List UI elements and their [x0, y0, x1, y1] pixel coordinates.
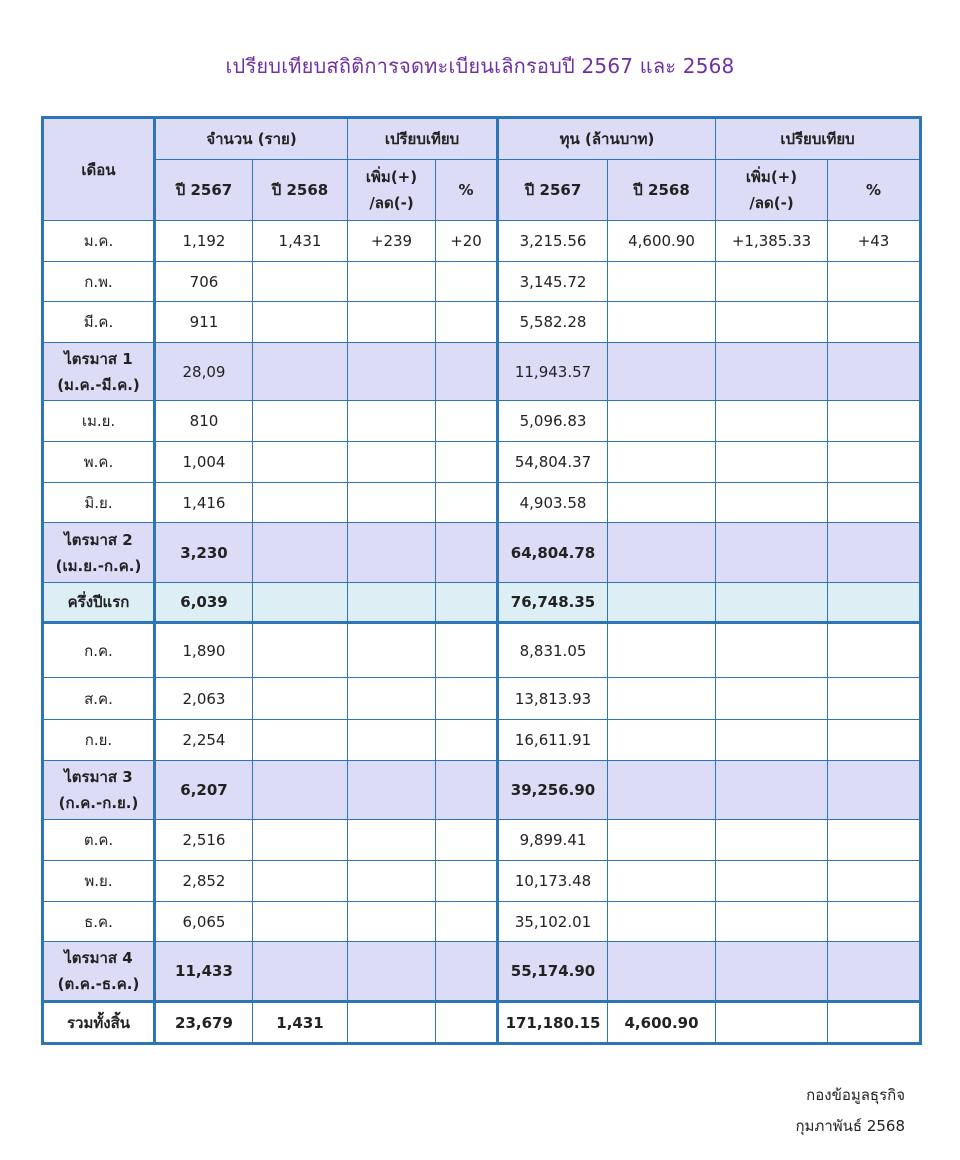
table-row	[43, 483, 921, 523]
header-capital: ทุน (ล้านบาท)	[498, 118, 716, 160]
cell: 1,431	[253, 221, 348, 262]
header-capital-2568: ปี 2568	[608, 160, 716, 221]
table-row	[43, 442, 921, 483]
cell: 6,065	[155, 902, 253, 942]
cell: 1,192	[155, 221, 253, 262]
table-row	[43, 720, 921, 761]
table-row	[43, 902, 921, 942]
table-row	[43, 221, 921, 262]
cell: 54,804.37	[498, 442, 608, 483]
page-title: เปรียบเทียบสถิติการจดทะเบียนเลิกรอบปี 2567 และ 2568	[225, 54, 735, 78]
header-count-incdec	[348, 160, 436, 221]
table-row	[43, 861, 921, 902]
cell: 1,890	[155, 623, 253, 678]
row-label-l1: ไตรมาส 3	[64, 768, 133, 786]
header-count: จำนวน (ราย)	[155, 118, 348, 160]
row-label: ธ.ค.	[43, 902, 155, 942]
cell: 11,433	[155, 942, 253, 1002]
table-row	[43, 1002, 921, 1044]
row-label: ก.ย.	[43, 720, 155, 761]
cell: 1,004	[155, 442, 253, 483]
header-capital-incdec-l1: เพิ่ม(+)	[745, 168, 798, 186]
cell: 706	[155, 262, 253, 302]
cell: 810	[155, 401, 253, 442]
row-label: พ.ย.	[43, 861, 155, 902]
cell: 3,230	[155, 523, 253, 583]
row-label: ก.พ.	[43, 262, 155, 302]
row-label-l1: ไตรมาส 1	[64, 349, 133, 368]
cell: 13,813.93	[498, 678, 608, 720]
table-row	[43, 302, 921, 343]
cell: 3,215.56	[498, 221, 608, 262]
cell: 4,600.90	[608, 221, 716, 262]
cell: 1,431	[253, 1002, 348, 1044]
header-capital-incdec	[716, 160, 828, 221]
cell: 6,207	[155, 761, 253, 820]
header-count-incdec-l1: เพิ่ม(+)	[365, 168, 418, 186]
cell: 23,679	[155, 1002, 253, 1044]
row-label: ต.ค.	[43, 820, 155, 861]
table-row	[43, 262, 921, 302]
header-capital-pct: %	[828, 160, 921, 221]
row-label-l2: (เม.ย.-ก.ค.)	[55, 556, 142, 575]
row-label: รวมทั้งสิ้น	[43, 1002, 155, 1044]
cell: 2,254	[155, 720, 253, 761]
row-label-l1: ไตรมาส 2	[64, 530, 133, 549]
row-label	[43, 523, 155, 583]
cell: 2,852	[155, 861, 253, 902]
cell: +43	[828, 221, 921, 262]
cell: 6,039	[155, 583, 253, 623]
table-row	[43, 583, 921, 623]
table-row	[43, 623, 921, 678]
cell: +239	[348, 221, 436, 262]
header-count-2568: ปี 2568	[253, 160, 348, 221]
table-row	[43, 343, 921, 401]
cell: +1,385.33	[716, 221, 828, 262]
table-row	[43, 820, 921, 861]
row-label: ม.ค.	[43, 221, 155, 262]
row-label: มิ.ย.	[43, 483, 155, 523]
header-count-pct: %	[436, 160, 498, 221]
cell: 171,180.15	[498, 1002, 608, 1044]
footer-department: กองข้อมูลธุรกิจ	[806, 1086, 905, 1104]
cell: 4,600.90	[608, 1002, 716, 1044]
row-label: มี.ค.	[43, 302, 155, 343]
statistics-table	[41, 116, 922, 1045]
footer-date: กุมภาพันธ์ 2568	[795, 1117, 905, 1135]
header-month: เดือน	[43, 118, 155, 221]
cell: 28,09	[155, 343, 253, 401]
cell: 2,063	[155, 678, 253, 720]
row-label-l1: ไตรมาส 4	[64, 949, 133, 967]
cell: 1,416	[155, 483, 253, 523]
cell: 3,145.72	[498, 262, 608, 302]
table-row	[43, 678, 921, 720]
cell: 9,899.41	[498, 820, 608, 861]
cell: 4,903.58	[498, 483, 608, 523]
cell: 911	[155, 302, 253, 343]
cell: 39,256.90	[498, 761, 608, 820]
cell: 64,804.78	[498, 523, 608, 583]
cell: 55,174.90	[498, 942, 608, 1002]
row-label	[43, 343, 155, 401]
row-label: ก.ค.	[43, 623, 155, 678]
cell: +20	[436, 221, 498, 262]
cell: 5,582.28	[498, 302, 608, 343]
row-label: พ.ค.	[43, 442, 155, 483]
cell: 10,173.48	[498, 861, 608, 902]
header-compare-capital: เปรียบเทียบ	[716, 118, 921, 160]
row-label	[43, 761, 155, 820]
table-row	[43, 761, 921, 820]
cell: 5,096.83	[498, 401, 608, 442]
row-label: ครึ่งปีแรก	[43, 583, 155, 623]
row-label: เม.ย.	[43, 401, 155, 442]
row-label-l2: (ม.ค.-มี.ค.)	[57, 375, 140, 394]
cell: 76,748.35	[498, 583, 608, 623]
header-count-incdec-l2: /ลด(-)	[369, 194, 414, 212]
header-capital-incdec-l2: /ลด(-)	[749, 194, 794, 212]
table-row	[43, 523, 921, 583]
table-row	[43, 942, 921, 1002]
header-count-2567: ปี 2567	[155, 160, 253, 221]
header-compare-count: เปรียบเทียบ	[348, 118, 498, 160]
cell: 8,831.05	[498, 623, 608, 678]
table-row	[43, 401, 921, 442]
cell: 2,516	[155, 820, 253, 861]
row-label: ส.ค.	[43, 678, 155, 720]
header-capital-2567: ปี 2567	[498, 160, 608, 221]
row-label-l2: (ต.ค.-ธ.ค.)	[57, 975, 140, 993]
cell: 11,943.57	[498, 343, 608, 401]
cell: 16,611.91	[498, 720, 608, 761]
row-label-l2: (ก.ค.-ก.ย.)	[58, 794, 139, 812]
cell: 35,102.01	[498, 902, 608, 942]
row-label	[43, 942, 155, 1002]
